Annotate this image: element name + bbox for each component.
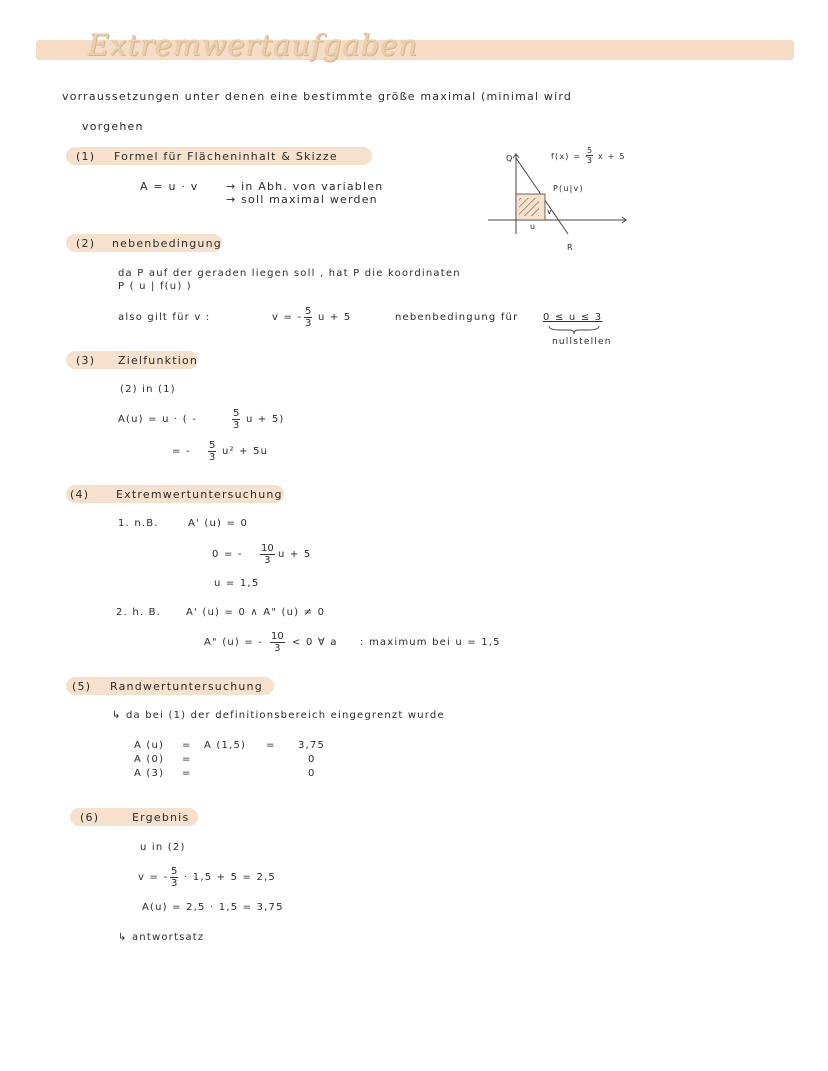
section-6-heading: Ergebnis: [132, 811, 190, 824]
rw-row-2-lhs: A (0): [134, 754, 165, 765]
section-3-number: (3): [76, 354, 96, 367]
ergebnis-v-tail: · 1,5 + 5 = 2,5: [184, 872, 276, 883]
section-5-heading: Randwertuntersuchung: [110, 680, 263, 693]
formula-note-1: → in Abh. von variablen: [226, 180, 384, 193]
also-label: also gilt für v :: [118, 312, 211, 323]
ergebnis-v-fraction: $\frac{5}{3}$: [171, 866, 178, 889]
formula-note-2: → soll maximal werden: [226, 193, 378, 206]
zf-line-1-fraction: $\frac{5}{3}$: [233, 408, 240, 431]
rw-row-1-eq: =: [182, 740, 192, 751]
section-6-number: (6): [80, 811, 100, 824]
sketch-fx-tail: x + 5: [598, 152, 626, 161]
area-formula: A = u · v: [140, 180, 199, 193]
v-equation-lhs: v = -: [272, 312, 303, 323]
range-note: nullstellen: [552, 337, 612, 347]
section-1-heading: Formel für Flächeninhalt & Skizze: [114, 150, 338, 163]
nb1-condition: A' (u) = 0: [188, 518, 249, 529]
ergebnis-v-lhs: v = -: [138, 872, 169, 883]
area-hatching: [519, 198, 539, 216]
zf-sub: (2) in (1): [120, 384, 176, 395]
v-equation-tail: u + 5: [318, 312, 352, 323]
hb2-line-tail: < 0 ∀ a: [292, 637, 338, 648]
antwortsatz: ↳ antwortsatz: [118, 932, 205, 943]
sketch-fx-fraction: $\frac{5}{3}$: [587, 146, 593, 165]
rw-row-1-eq2: =: [266, 740, 276, 751]
nb-range-label: nebenbedingung für: [395, 312, 519, 323]
section-2-heading: nebenbedingung: [112, 237, 222, 250]
rw-row-1-lhs: A (u): [134, 740, 165, 751]
sketch-label-u: u: [530, 222, 537, 231]
nb1-equation-tail: u + 5: [278, 549, 312, 560]
hb2-result: : maximum bei u = 1,5: [360, 637, 501, 648]
hb2-line-fraction: $\frac{10}{3}$: [271, 631, 284, 654]
zf-line-1-tail: u + 5): [246, 414, 285, 425]
intro-line-1: vorraussetzungen unter denen eine bestimmte größe maximal (minimal wird: [62, 90, 573, 103]
ergebnis-sub: u in (2): [140, 842, 186, 853]
rw-row-1-value: 3,75: [298, 740, 326, 751]
section-4-heading: Extremwertuntersuchung: [116, 488, 283, 501]
rw-row-1-mid: A (1,5): [204, 740, 247, 751]
intro-line-2: vorgehen: [82, 120, 144, 133]
sketch-fx-label: f(x) = -: [551, 152, 590, 161]
section-4-number: (4): [70, 488, 90, 501]
section-2-number: (2): [76, 237, 96, 250]
nb-range: 0 ≤ u ≤ 3: [543, 312, 603, 323]
nb-line-1: da P auf der geraden liegen soll , hat P die koordinaten: [118, 268, 461, 279]
zf-line-1-lhs: A(u) = u · ( -: [118, 414, 198, 425]
rw-intro: ↳ da bei (1) der definitionsbereich eingegrenzt wurde: [112, 710, 445, 721]
nb1-equation-lhs: 0 = -: [212, 549, 243, 560]
section-5-number: (5): [72, 680, 92, 693]
sketch-label-q: Q: [506, 154, 514, 163]
zf-line-2-fraction: $\frac{5}{3}$: [209, 440, 216, 463]
hb2-label: 2. h. B.: [116, 607, 162, 618]
section-1-number: (1): [76, 150, 96, 163]
page-title: Extremwertaufgaben: [88, 28, 419, 62]
rw-row-3-eq: =: [182, 768, 192, 779]
nb1-solution: u = 1,5: [214, 578, 260, 589]
sketch-label-v: v: [547, 207, 553, 216]
zf-line-2-lhs: = -: [172, 446, 191, 457]
ergebnis-a-line: A(u) = 2,5 · 1,5 = 3,75: [142, 902, 284, 913]
section-3-heading: Zielfunktion: [118, 354, 199, 367]
sketch-point-p: P(u|v): [553, 184, 584, 193]
rw-row-3-value: 0: [308, 768, 316, 779]
nb-line-2: P ( u | f(u) ): [118, 281, 192, 292]
hb2-condition: A' (u) = 0 ∧ A" (u) ≠ 0: [186, 607, 326, 618]
rw-row-2-value: 0: [308, 754, 316, 765]
nb1-label: 1. n.B.: [118, 518, 159, 529]
hb2-line-lhs: A" (u) = -: [204, 637, 264, 648]
nb1-equation-fraction: $\frac{10}{3}$: [261, 543, 274, 566]
zf-line-2-tail: u² + 5u: [222, 446, 269, 457]
range-brace: [548, 325, 600, 335]
sketch-label-r: R: [567, 243, 574, 252]
rw-row-2-eq: =: [182, 754, 192, 765]
v-equation-fraction: $\frac{5}{3}$: [305, 306, 312, 329]
rw-row-3-lhs: A (3): [134, 768, 165, 779]
